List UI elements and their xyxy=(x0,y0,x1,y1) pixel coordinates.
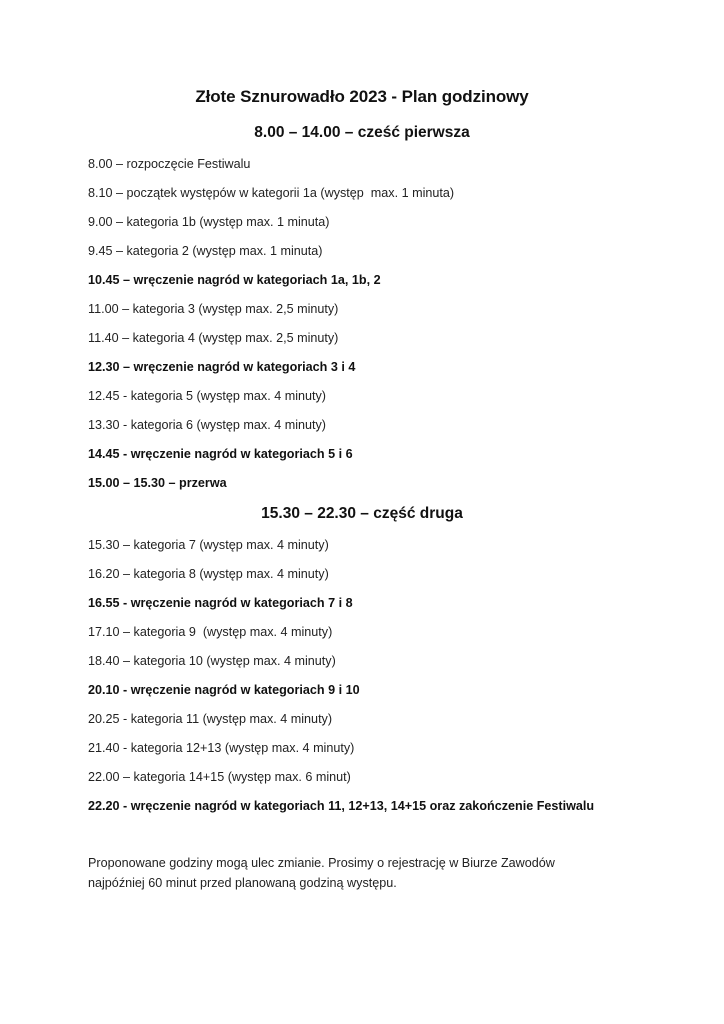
schedule-item: 12.45 - kategoria 5 (występ max. 4 minuty) xyxy=(88,389,326,403)
section-heading-part-one: 8.00 – 14.00 – cześć pierwsza xyxy=(254,124,470,141)
schedule-item-award: 20.10 - wręczenie nagród w kategoriach 9 i 10 xyxy=(88,683,360,697)
schedule-item: 22.00 – kategoria 14+15 (występ max. 6 minut) xyxy=(88,770,351,784)
schedule-item: 11.40 – kategoria 4 (występ max. 2,5 minuty) xyxy=(88,331,339,345)
schedule-item: 8.10 – początek występów w kategorii 1a (występ max. 1 minuta) xyxy=(88,186,455,200)
schedule-item: 13.30 - kategoria 6 (występ max. 4 minuty) xyxy=(88,418,326,432)
document-title: Złote Sznurowadło 2023 - Plan godzinowy xyxy=(195,87,529,106)
note-line-1: Proponowane godziny mogą ulec zmianie. Prosimy o rejestrację w Biurze Zawodów xyxy=(88,856,555,870)
schedule-item: 15.30 – kategoria 7 (występ max. 4 minuty) xyxy=(88,538,329,552)
schedule-item-award: 16.55 - wręczenie nagród w kategoriach 7 i 8 xyxy=(88,596,353,610)
note-line-2: najpóźniej 60 minut przed planowaną godziną występu. xyxy=(88,876,397,890)
schedule-item-award-closing: 22.20 - wręczenie nagród w kategoriach 11, 12+13, 14+15 oraz zakończenie Festiwalu xyxy=(88,799,595,813)
schedule-item: 9.45 – kategoria 2 (występ max. 1 minuta) xyxy=(88,244,323,258)
schedule-item-award: 12.30 – wręczenie nagród w kategoriach 3 i 4 xyxy=(88,360,356,374)
schedule-item: 18.40 – kategoria 10 (występ max. 4 minuty) xyxy=(88,654,336,668)
schedule-item: 17.10 – kategoria 9 (występ max. 4 minuty) xyxy=(88,625,333,639)
schedule-item: 9.00 – kategoria 1b (występ max. 1 minuta) xyxy=(88,215,330,229)
schedule-item-award: 10.45 – wręczenie nagród w kategoriach 1a, 1b, 2 xyxy=(88,273,381,287)
schedule-item: 20.25 - kategoria 11 (występ max. 4 minuty) xyxy=(88,712,333,726)
schedule-item: 11.00 – kategoria 3 (występ max. 2,5 minuty) xyxy=(88,302,339,316)
schedule-item-break: 15.00 – 15.30 – przerwa xyxy=(88,476,227,490)
schedule-item: 21.40 - kategoria 12+13 (występ max. 4 minuty) xyxy=(88,741,355,755)
schedule-item: 16.20 – kategoria 8 (występ max. 4 minuty) xyxy=(88,567,329,581)
schedule-note xyxy=(88,853,648,893)
schedule-item: 8.00 – rozpoczęcie Festiwalu xyxy=(88,157,251,171)
section-heading-part-two: 15.30 – 22.30 – część druga xyxy=(261,505,463,522)
schedule-item-award: 14.45 - wręczenie nagród w kategoriach 5 i 6 xyxy=(88,447,353,461)
